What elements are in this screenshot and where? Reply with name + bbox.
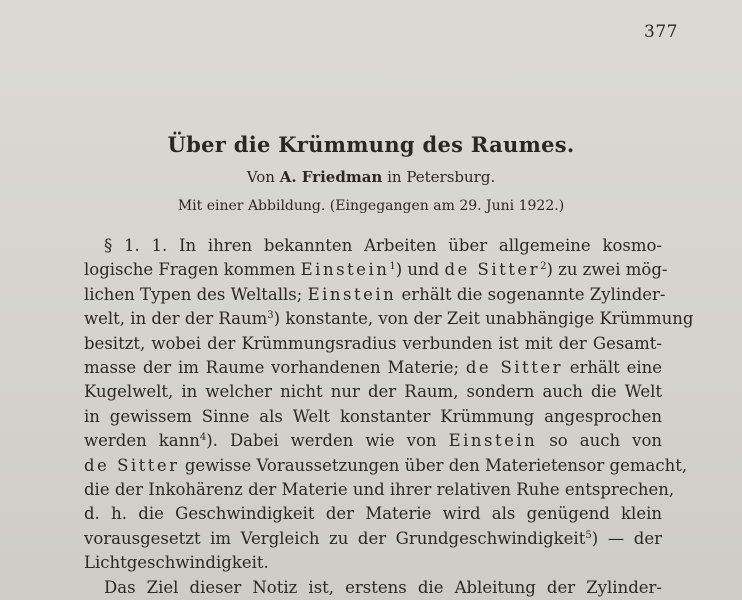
text-line: Kugelwelt, in welcher nicht nur der Raum, sondern auch die Welt [84,382,662,402]
text-line: d. h. die Geschwindigkeit der Materie wird als genügend klein [84,504,662,524]
author-name: A. Friedman [279,168,383,186]
byline [0,168,742,186]
name-einstein: Einstein [448,431,538,451]
text-line: in gewissem Sinne als Welt konstanter Krümmung angesprochen [84,406,662,426]
text-line: logische Fragen kommen Einstein$^1$) und de Sitter$^2$) zu zwei mög- [84,260,668,280]
footnote-ref: 5 [585,529,592,541]
text-line: welt, in der der Raum$^3$) konstante, von der Zeit unabhängige Krümmung [84,309,694,329]
body-paragraph [84,234,694,600]
byline-prefix: Von [246,168,275,186]
text-line: Lichtgeschwindigkeit. [84,553,269,573]
article-title: Über die Krümmung des Raumes. [167,132,575,157]
footnote-ref: 4 [199,432,207,444]
text-line: die der Inkohärenz der Materie und ihrer relativen Ruhe entsprechen, [84,480,675,500]
byline-location: in Petersburg. [387,168,496,186]
name-einstein: Einstein [300,260,390,280]
text-line: § 1. 1. In ihren bekannten Arbeiten über allgemeine kosmo- [104,236,662,255]
text-line: werden kann$^4$). Dabei werden wie von Einstein so auch von [84,431,663,451]
text-line: vorausgesetzt im Vergleich zu der Grundgeschwindigkeit$^5$) — der [84,528,662,548]
footnote-ref: 2 [540,261,547,273]
text-line: masse der im Raume vorhandenen Materie; de Sitter erhält eine [84,358,663,378]
text-line: lichen Typen des Weltalls; Einstein erhält die sogenannte Zylinder- [84,284,666,304]
footnote-ref: 3 [267,310,274,322]
name-de-sitter: de Sitter [84,455,180,475]
text-line: de Sitter gewisse Voraussetzungen über den Materietensor gemacht, [84,455,688,475]
received-note: Mit einer Abbildung. (Eingegangen am 29. Juni 1922.) [177,198,565,214]
name-einstein: Einstein [307,284,397,304]
name-de-sitter: de Sitter [465,358,563,378]
footnote-ref: 1 [389,261,396,273]
text-line: Das Ziel dieser Notiz ist, erstens die Ableitung der Zylinder- [104,577,662,597]
name-de-sitter: de Sitter [444,260,541,280]
text-line: besitzt, wobei der Krümmungsradius verbunden ist mit der Gesamt- [84,333,662,353]
page-number: 377 [644,22,678,42]
